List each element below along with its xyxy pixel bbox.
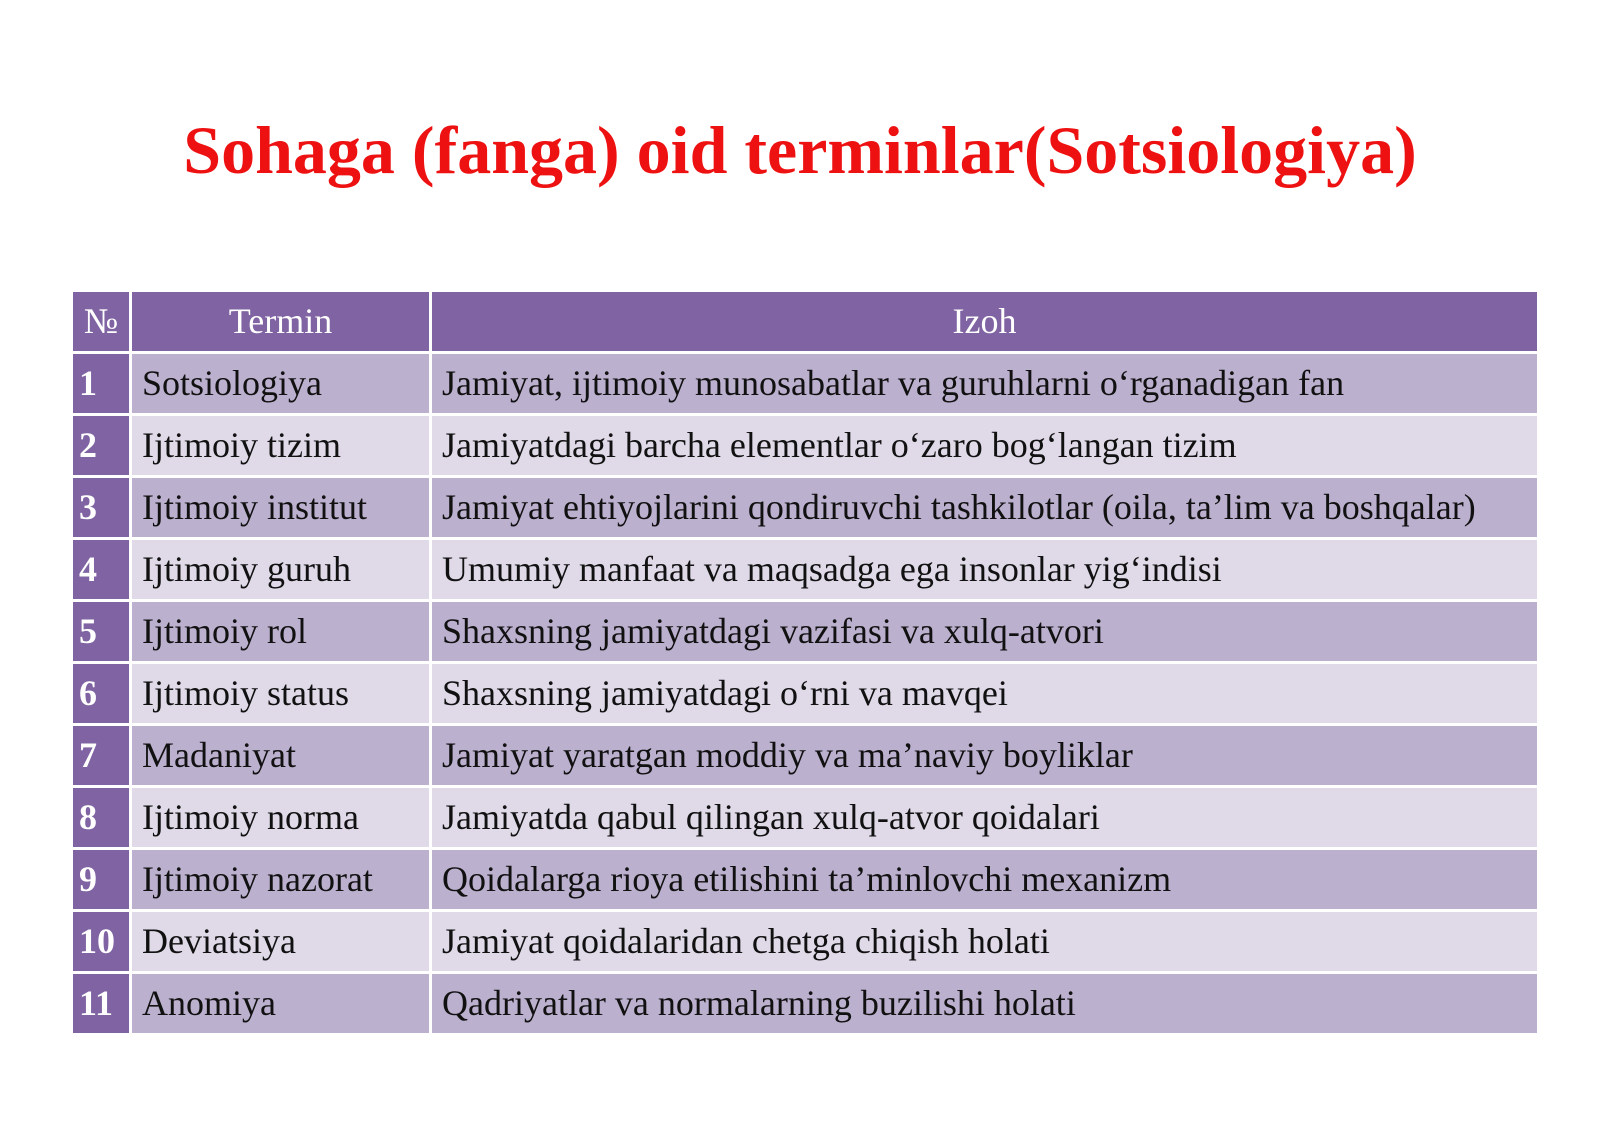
term-cell: Ijtimoiy tizim [131,415,431,477]
table-row [72,911,1539,973]
table-row [72,415,1539,477]
izoh-cell: Jamiyatdagi barcha elementlar o‘zaro bog‘langan tizim [431,415,1539,477]
terms-table [70,289,1540,1036]
row-number: 2 [72,415,131,477]
row-number: 6 [72,663,131,725]
header-number: № [72,291,131,353]
row-number: 4 [72,539,131,601]
page-title: Sohaga (fanga) oid terminlar(Sotsiologiya) [183,112,1417,188]
term-cell: Ijtimoiy institut [131,477,431,539]
term-cell: Ijtimoiy norma [131,787,431,849]
izoh-cell: Shaxsning jamiyatdagi vazifasi va xulq-atvori [431,601,1539,663]
table-row [72,973,1539,1035]
izoh-cell: Shaxsning jamiyatdagi o‘rni va mavqei [431,663,1539,725]
term-cell: Deviatsiya [131,911,431,973]
table-row [72,477,1539,539]
table-row [72,353,1539,415]
row-number: 7 [72,725,131,787]
row-number: 10 [72,911,131,973]
table-row [72,849,1539,911]
izoh-cell: Jamiyat yaratgan moddiy va ma’naviy boyliklar [431,725,1539,787]
term-cell: Sotsiologiya [131,353,431,415]
header-izoh: Izoh [431,291,1539,353]
row-number: 5 [72,601,131,663]
izoh-cell: Qadriyatlar va normalarning buzilishi holati [431,973,1539,1035]
table-row [72,663,1539,725]
table-row [72,787,1539,849]
header-termin: Termin [131,291,431,353]
term-cell: Ijtimoiy nazorat [131,849,431,911]
term-cell: Ijtimoiy status [131,663,431,725]
izoh-cell: Jamiyat, ijtimoiy munosabatlar va guruhlarni o‘rganadigan fan [431,353,1539,415]
izoh-cell: Jamiyat ehtiyojlarini qondiruvchi tashkilotlar (oila, ta’lim va boshqalar) [431,477,1539,539]
row-number: 11 [72,973,131,1035]
table-row [72,539,1539,601]
izoh-cell: Jamiyat qoidalaridan chetga chiqish holati [431,911,1539,973]
izoh-cell: Umumiy manfaat va maqsadga ega insonlar yig‘indisi [431,539,1539,601]
table-header-row [72,291,1539,353]
izoh-cell: Jamiyatda qabul qilingan xulq-atvor qoidalari [431,787,1539,849]
row-number: 9 [72,849,131,911]
term-cell: Ijtimoiy rol [131,601,431,663]
row-number: 8 [72,787,131,849]
table-row [72,725,1539,787]
row-number: 1 [72,353,131,415]
term-cell: Anomiya [131,973,431,1035]
row-number: 3 [72,477,131,539]
term-cell: Madaniyat [131,725,431,787]
izoh-cell: Qoidalarga rioya etilishini ta’minlovchi mexanizm [431,849,1539,911]
term-cell: Ijtimoiy guruh [131,539,431,601]
table-row [72,601,1539,663]
